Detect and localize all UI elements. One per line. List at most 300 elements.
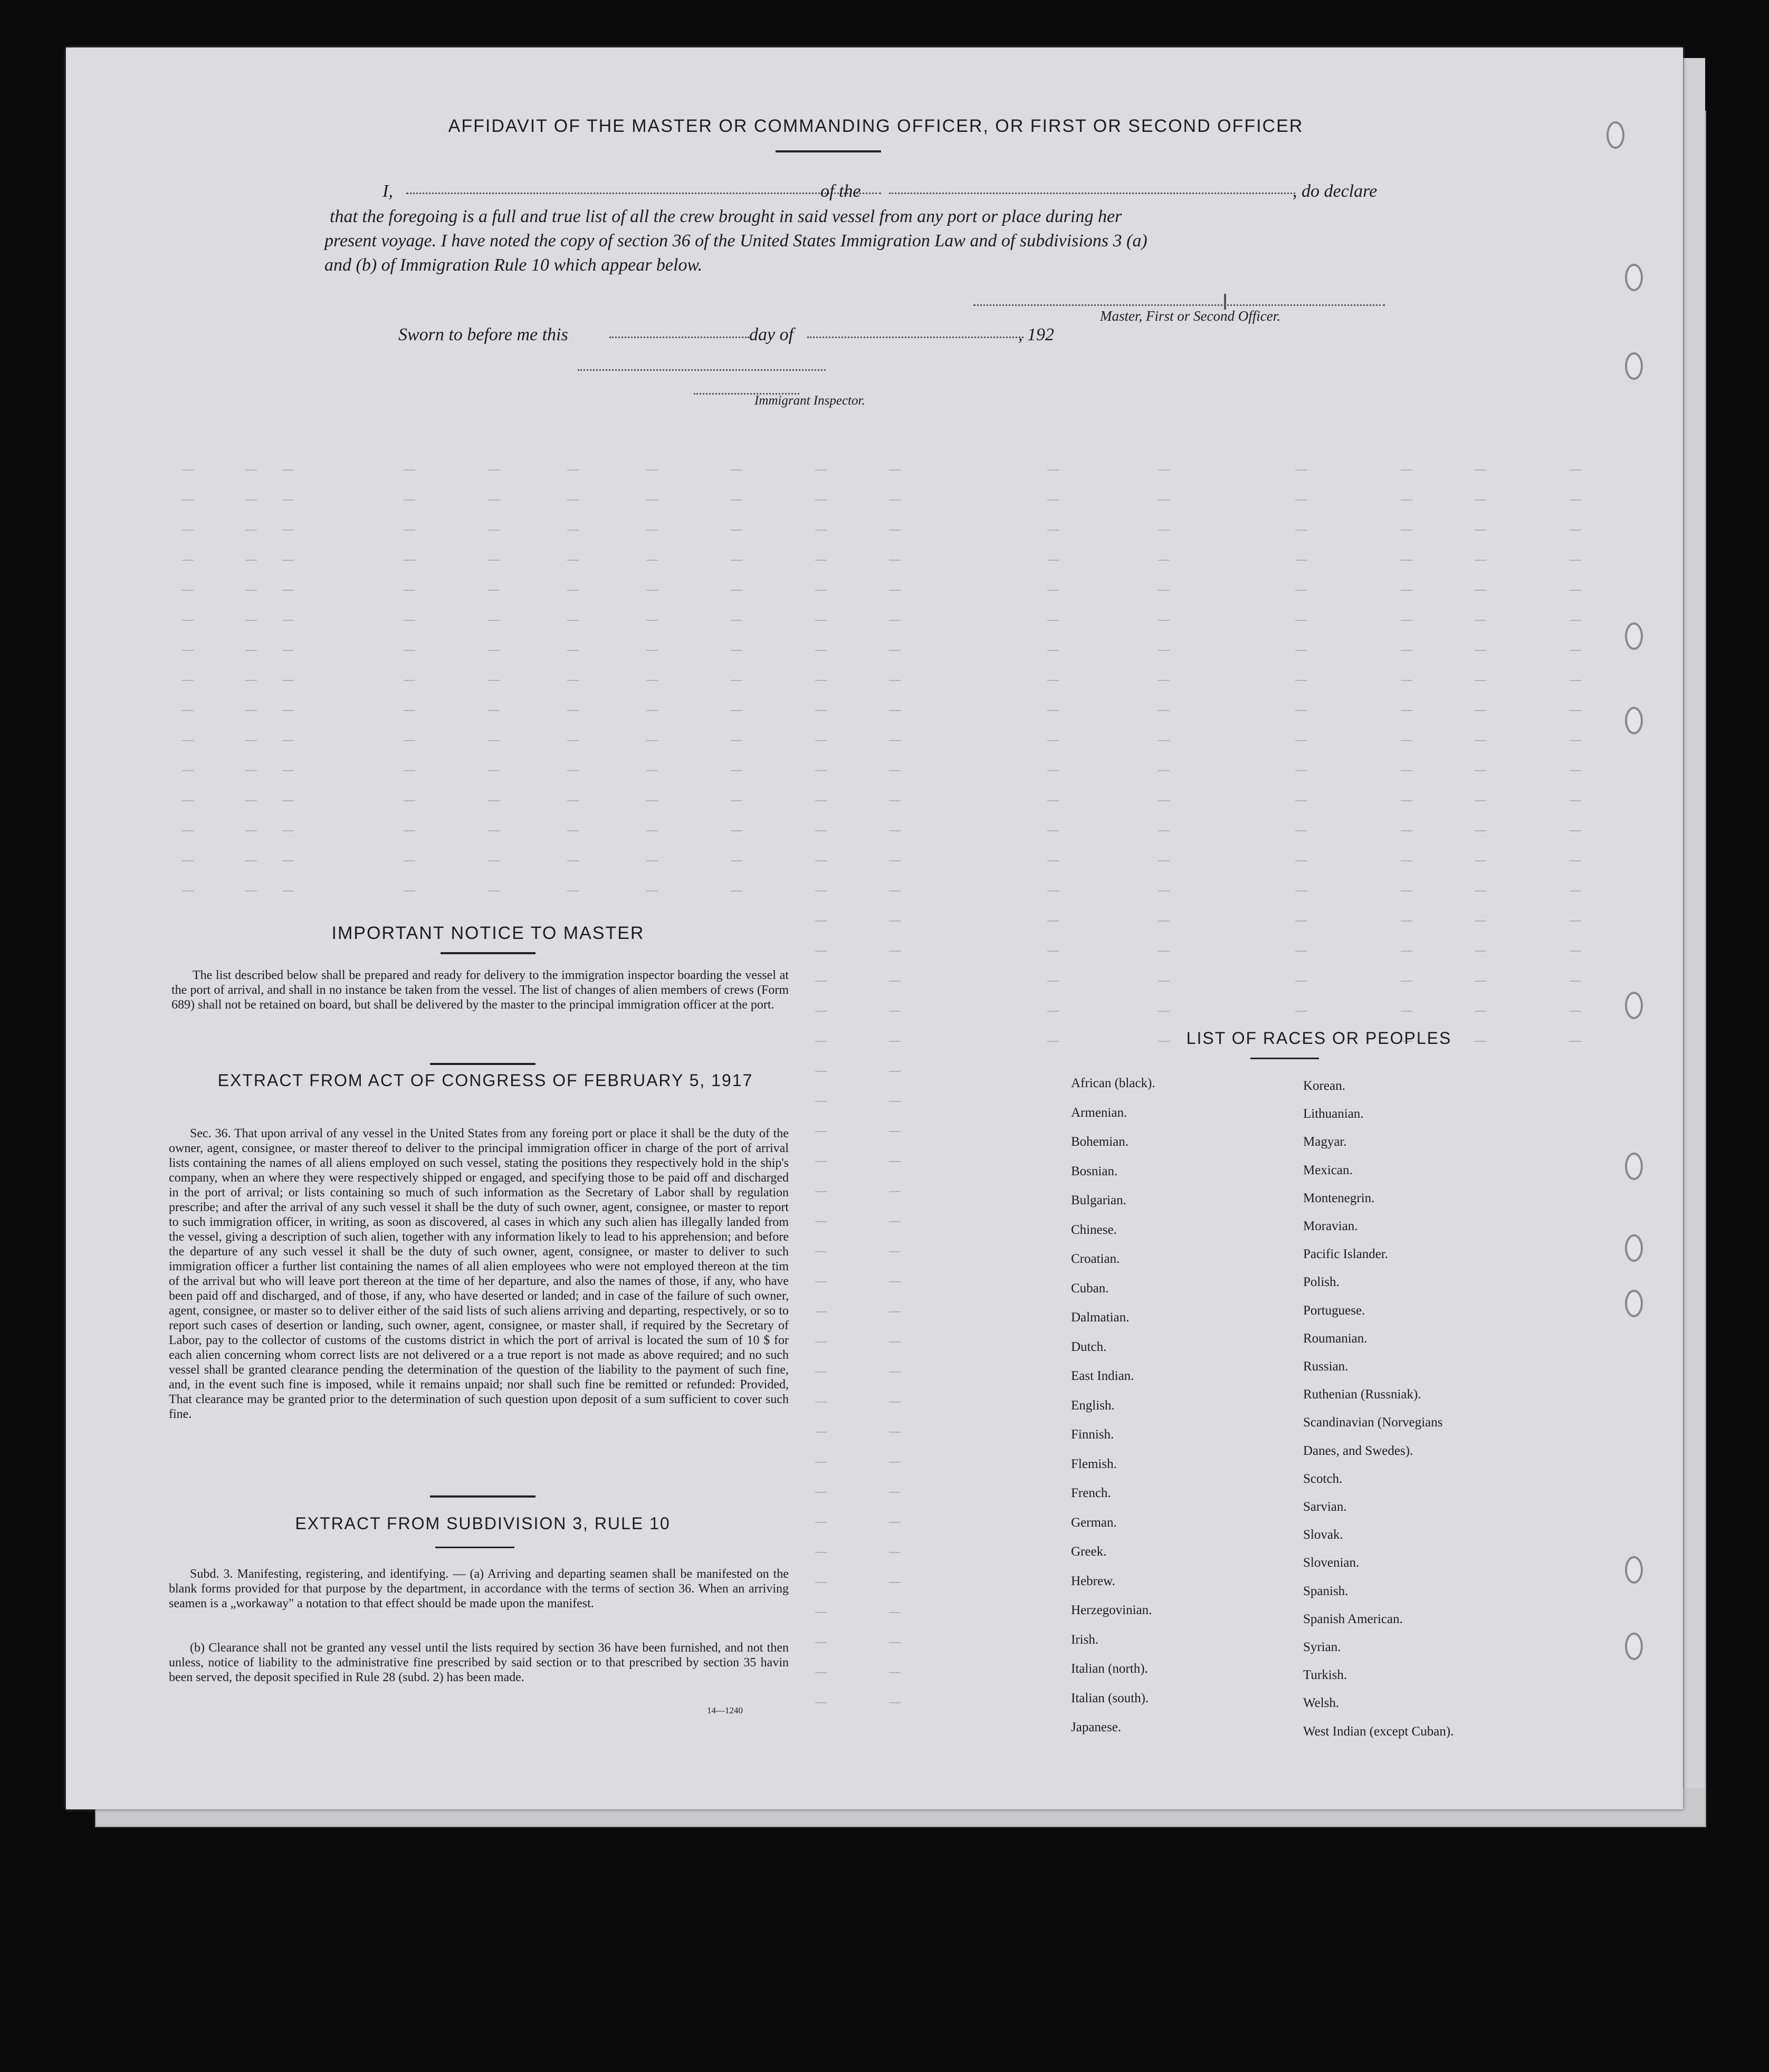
faint-dash [815, 1522, 827, 1523]
faint-dash [182, 650, 194, 651]
faint-dash [404, 469, 415, 471]
faint-dash [815, 1221, 827, 1222]
faint-dash [245, 860, 257, 861]
faint-dash [889, 920, 901, 922]
affidavit-i: I, [383, 181, 393, 201]
faint-dash [1401, 469, 1412, 471]
faint-dash [1401, 800, 1412, 801]
faint-dash [488, 500, 500, 501]
faint-dash [1047, 890, 1059, 891]
faint-dash [815, 830, 827, 831]
faint-dash [815, 1161, 827, 1162]
page-edge [1683, 58, 1705, 1788]
rule-title-underline [435, 1547, 514, 1548]
race-entry: Herzegovinian. [1071, 1603, 1152, 1617]
race-entry: Magyar. [1303, 1135, 1347, 1149]
faint-dash [567, 620, 579, 621]
faint-dash [1570, 920, 1581, 922]
faint-dash [1295, 620, 1307, 621]
faint-dash [1475, 1011, 1486, 1012]
faint-dash [1295, 500, 1307, 501]
faint-dash [889, 710, 901, 711]
faint-dash [182, 800, 194, 801]
faint-dash [282, 469, 294, 471]
faint-dash [1401, 740, 1412, 741]
faint-dash [182, 469, 194, 471]
faint-dash [1158, 951, 1170, 952]
faint-dash [1295, 770, 1307, 771]
faint-dash [889, 620, 901, 621]
faint-dash [731, 740, 742, 741]
faint-dash [1401, 890, 1412, 891]
race-entry: Mexican. [1303, 1163, 1353, 1177]
faint-dash [282, 710, 294, 711]
faint-dash [1570, 770, 1581, 771]
faint-dash [731, 890, 742, 891]
faint-dash [889, 1101, 901, 1102]
faint-dash [889, 890, 901, 891]
faint-dash [889, 1341, 901, 1342]
faint-dash [889, 590, 901, 591]
faint-dash [1401, 710, 1412, 711]
faint-dash [404, 800, 415, 801]
faint-dash [1570, 1041, 1581, 1042]
faint-dash [646, 650, 658, 651]
faint-dash [245, 890, 257, 891]
faint-dash [488, 890, 500, 891]
faint-dash [404, 620, 415, 621]
race-entry: Croatian. [1071, 1252, 1120, 1266]
faint-dash [182, 860, 194, 861]
faint-dash [889, 1131, 901, 1132]
faint-dash [404, 500, 415, 501]
notice-text: The list described below shall be prepared and ready for delivery to the immigration inspector boarding the vessel at the port of arrival, and shall in no instance be taken from the vessel. The list of changes of alien members of crews (Form 689) shall not be retained on board, but shall be delivered by the master to the principal immigration officer at the port. [171, 968, 789, 1012]
affidavit-declare: , do declare [1293, 181, 1378, 201]
race-entry: Turkish. [1303, 1668, 1347, 1683]
race-entry: Sarvian. [1303, 1500, 1347, 1514]
faint-dash [182, 560, 194, 561]
faint-dash [731, 469, 742, 471]
inspector-label: Immigrant Inspector. [754, 394, 865, 408]
faint-dash [889, 1311, 901, 1312]
faint-dash [815, 620, 827, 621]
faint-dash [182, 530, 194, 531]
faint-dash [1047, 1041, 1059, 1042]
faint-dash [1570, 560, 1581, 561]
faint-dash [282, 590, 294, 591]
faint-dash [815, 951, 827, 952]
faint-dash [1570, 650, 1581, 651]
faint-dash [488, 740, 500, 741]
faint-dash [282, 680, 294, 681]
faint-dash [1475, 890, 1486, 891]
faint-dash [889, 1672, 901, 1673]
faint-dash [646, 530, 658, 531]
faint-dash [1158, 800, 1170, 801]
faint-dash [1475, 740, 1486, 741]
faint-dash [889, 1432, 901, 1433]
race-entry: Italian (south). [1071, 1691, 1149, 1705]
faint-dash [889, 1071, 901, 1072]
faint-dash [889, 830, 901, 831]
faint-dash [1401, 650, 1412, 651]
faint-dash [889, 860, 901, 861]
faint-dash [889, 1492, 901, 1493]
vessel-blank[interactable] [889, 193, 1295, 194]
race-entry: Pacific Islander. [1303, 1247, 1389, 1262]
faint-dash [1295, 800, 1307, 801]
faint-dash [404, 860, 415, 861]
faint-dash [889, 740, 901, 741]
faint-dash [1047, 981, 1059, 982]
faint-dash [1401, 860, 1412, 861]
faint-dash [245, 650, 257, 651]
faint-dash [1158, 1011, 1170, 1012]
inspector-signature-blank[interactable] [578, 369, 826, 371]
faint-dash [646, 620, 658, 621]
faint-dash [1401, 951, 1412, 952]
faint-dash [1158, 650, 1170, 651]
faint-dash [245, 710, 257, 711]
faint-dash [1401, 1011, 1412, 1012]
extract-rule-text-b: (b) Clearance shall not be granted any vessel until the lists required by section 36 have been furnished, and not then unless, notice of liability to the administrative fine prescribed by said section or to that prescribed by section 35 havin been served, the deposit specified in Rule 28 (subd. 2) has been made. [169, 1641, 789, 1684]
affidavit-of-the: of the [820, 181, 861, 201]
faint-dash [889, 1281, 901, 1282]
race-entry: Spanish American. [1303, 1611, 1403, 1626]
faint-dash [1158, 469, 1170, 471]
faint-dash [1295, 650, 1307, 651]
faint-dash [815, 981, 827, 982]
extract-act-text: Sec. 36. That upon arrival of any vessel in the United States from any foreing port or place it shall be the duty of the owner, agent, consignee, or master thereof to deliver to the principal immigration officer in charge of the port of arrival lists containing the names of all aliens employed on such vessel, stating the positions they respectively hold in the ship's company, when an where they were respectively shipped or engaged, and specifying those to be paid off and discharged in the port of arrival; or lists containing so much of such information as the Secretary of Labor shall by regulation prescribe; and after the arrival of any such vessel it shall be the duty of such owner, agent, consignee, or master to report to such immigration officer, in writing, as soon as discovered, al cases in which any such alien has illegally landed from the vessel, giving a description of such alien, together with any information likely to lead to his apprehension; and before the departure of any such vessel it shall be the duty of such owner, agent, consignee, or master to deliver to such immigration officer a further list containing the names of all alien employees who were not employed thereon at the tim of the arrival but who will leave port thereon at the time of her departure, and also the names of those, if any, who have been paid off and discharged, and of those, if any, who have deserted or landed; and in case of the failure of such owner, agent, consignee, or master so to deliver either of the said lists of such aliens arriving and departing, respectively, or so to report such cases of desertion or landing, such owner, agent, consignee, or master shall, if required by the Secretary of Labor, pay to the collector of customs of the customs district in which the port of arrival is located the sum of 10 $ for each alien concerning whom correct lists are not delivered or a a true report is not made as above required; and no such vessel shall be granted clearance pending the determination of the question of the liability to the payment of such fine, and, in the event such fine is imposed, while it remains unpaid; nor shall such fine be remitted or refunded: Provided, That clearance may be granted prior to the determination of such question upon deposit of a sum sufficient to cover such fine. [169, 1127, 789, 1421]
faint-dash [731, 860, 742, 861]
race-entry: Bulgarian. [1071, 1193, 1126, 1207]
faint-dash [1475, 920, 1486, 922]
faint-dash [245, 469, 257, 471]
faint-dash [182, 680, 194, 681]
year-text: , 192 [1018, 325, 1054, 344]
faint-dash [815, 1011, 827, 1012]
race-entry: Finnish. [1071, 1427, 1114, 1442]
race-entry: Scotch. [1303, 1471, 1343, 1486]
faint-dash [567, 680, 579, 681]
faint-dash [1475, 770, 1486, 771]
race-entry: Flemish. [1071, 1456, 1117, 1471]
faint-dash [1047, 590, 1059, 591]
faint-dash [245, 530, 257, 531]
faint-dash [1570, 680, 1581, 681]
faint-dash [889, 1582, 901, 1583]
faint-dash [815, 1612, 827, 1613]
faint-dash [488, 710, 500, 711]
faint-dash [567, 890, 579, 891]
faint-dash [815, 1251, 827, 1252]
punch-hole [1625, 352, 1643, 380]
faint-dash [567, 590, 579, 591]
faint-dash [1570, 1011, 1581, 1012]
faint-dash [245, 500, 257, 501]
faint-dash [731, 590, 742, 591]
faint-dash [182, 740, 194, 741]
faint-dash [889, 800, 901, 801]
faint-dash [1401, 770, 1412, 771]
name-blank[interactable] [406, 193, 881, 194]
faint-dash [567, 560, 579, 561]
race-entry: Syrian. [1303, 1640, 1341, 1654]
faint-dash [646, 890, 658, 891]
race-entry: East Indian. [1071, 1369, 1134, 1383]
faint-dash [1047, 860, 1059, 861]
race-entry: Danes, and Swedes). [1303, 1443, 1413, 1458]
punch-hole [1625, 1633, 1643, 1660]
faint-dash [889, 500, 901, 501]
faint-dash [1047, 710, 1059, 711]
faint-dash [815, 1402, 827, 1403]
faint-dash [731, 560, 742, 561]
master-signature-label: Master, First or Second Officer. [1100, 308, 1280, 324]
punch-hole [1625, 1556, 1643, 1584]
race-entry: Hebrew. [1071, 1574, 1115, 1588]
race-entry: Montenegrin. [1303, 1191, 1375, 1205]
faint-dash [245, 740, 257, 741]
faint-dash [567, 500, 579, 501]
punch-hole [1625, 992, 1643, 1019]
faint-dash [1475, 981, 1486, 982]
race-entry: Slovak. [1303, 1528, 1343, 1542]
faint-dash [1158, 770, 1170, 771]
faint-dash [1047, 1011, 1059, 1012]
faint-dash [646, 469, 658, 471]
faint-dash [1295, 710, 1307, 711]
faint-dash [282, 770, 294, 771]
sworn-day-blank[interactable] [609, 337, 749, 338]
faint-dash [646, 770, 658, 771]
faint-dash [815, 650, 827, 651]
faint-dash [815, 1101, 827, 1102]
faint-dash [567, 469, 579, 471]
faint-dash [488, 650, 500, 651]
faint-dash [567, 770, 579, 771]
faint-dash [646, 830, 658, 831]
faint-dash [282, 890, 294, 891]
faint-dash [646, 500, 658, 501]
faint-dash [404, 710, 415, 711]
faint-dash [488, 770, 500, 771]
faint-dash [567, 650, 579, 651]
faint-dash [567, 530, 579, 531]
faint-dash [1570, 860, 1581, 861]
faint-dash [815, 1582, 827, 1583]
faint-dash [404, 830, 415, 831]
faint-dash [815, 469, 827, 471]
faint-dash [282, 500, 294, 501]
faint-dash [815, 560, 827, 561]
act-top-rule [430, 1063, 536, 1065]
faint-dash [731, 620, 742, 621]
faint-dash [731, 500, 742, 501]
faint-dash [1475, 620, 1486, 621]
affidavit-line-3: present voyage. I have noted the copy of section 36 of the United States Immigration Law and of subdivisions 3 (a) [324, 231, 1148, 251]
race-entry: Greek. [1071, 1545, 1107, 1559]
affidavit-line-4: and (b) of Immigration Rule 10 which appear below. [324, 255, 703, 275]
punch-hole [1625, 707, 1643, 734]
faint-dash [889, 680, 901, 681]
faint-dash [646, 680, 658, 681]
race-entry: Bohemian. [1071, 1135, 1129, 1149]
faint-dash [815, 530, 827, 531]
faint-dash [1401, 830, 1412, 831]
faint-dash [1295, 590, 1307, 591]
faint-dash [889, 1642, 901, 1643]
faint-dash [1158, 620, 1170, 621]
faint-dash [815, 1702, 827, 1703]
faint-dash [1475, 500, 1486, 501]
faint-dash [889, 1251, 901, 1252]
faint-dash [282, 860, 294, 861]
faint-dash [1047, 530, 1059, 531]
faint-dash [245, 770, 257, 771]
race-entry: Irish. [1071, 1632, 1099, 1647]
faint-dash [1570, 951, 1581, 952]
faint-dash [889, 1371, 901, 1373]
faint-dash [404, 590, 415, 591]
faint-dash [815, 1432, 827, 1433]
race-entry: Spanish. [1303, 1584, 1349, 1598]
faint-dash [815, 860, 827, 861]
faint-dash [1295, 1011, 1307, 1012]
faint-dash [282, 650, 294, 651]
faint-dash [488, 469, 500, 471]
faint-dash [567, 710, 579, 711]
extract-act-title: EXTRACT FROM ACT OF CONGRESS OF FEBRUARY 5, 1917 [217, 1071, 753, 1090]
faint-dash [567, 800, 579, 801]
race-entry: English. [1071, 1398, 1115, 1413]
faint-dash [1158, 890, 1170, 891]
faint-dash [1401, 530, 1412, 531]
faint-dash [1295, 860, 1307, 861]
faint-dash [1570, 469, 1581, 471]
faint-dash [889, 650, 901, 651]
faint-dash [488, 680, 500, 681]
faint-dash [815, 710, 827, 711]
faint-dash [404, 650, 415, 651]
faint-dash [1295, 680, 1307, 681]
faint-dash [182, 620, 194, 621]
faint-dash [182, 590, 194, 591]
master-signature-blank[interactable] [973, 304, 1385, 306]
faint-dash [1570, 981, 1581, 982]
punch-hole [1625, 264, 1643, 291]
faint-dash [889, 770, 901, 771]
faint-dash [245, 800, 257, 801]
faint-dash [815, 1131, 827, 1132]
faint-dash [889, 530, 901, 531]
race-entry: Russian. [1303, 1359, 1349, 1374]
faint-dash [1401, 560, 1412, 561]
race-entry: Armenian. [1071, 1105, 1127, 1120]
signature-tick [1224, 294, 1226, 310]
extract-rule-title: EXTRACT FROM SUBDIVISION 3, RULE 10 [295, 1514, 671, 1533]
faint-dash [1570, 830, 1581, 831]
notice-title: IMPORTANT NOTICE TO MASTER [331, 923, 645, 943]
faint-dash [245, 620, 257, 621]
faint-dash [1570, 890, 1581, 891]
sworn-text: Sworn to before me this [398, 325, 568, 344]
faint-dash [1047, 800, 1059, 801]
faint-dash [488, 620, 500, 621]
faint-dash [1047, 500, 1059, 501]
faint-dash [889, 1402, 901, 1403]
faint-dash [889, 1221, 901, 1222]
faint-dash [815, 1191, 827, 1192]
faint-dash [245, 560, 257, 561]
faint-dash [1158, 920, 1170, 922]
faint-dash [815, 1462, 827, 1463]
faint-dash [815, 680, 827, 681]
race-entry: Lithuanian. [1303, 1107, 1364, 1121]
faint-dash [1475, 951, 1486, 952]
faint-dash [1158, 680, 1170, 681]
faint-dash [182, 500, 194, 501]
race-entry: Dalmatian. [1071, 1310, 1130, 1325]
faint-dash [567, 740, 579, 741]
faint-dash [1570, 620, 1581, 621]
punch-hole [1625, 1234, 1643, 1262]
faint-dash [889, 1702, 901, 1703]
faint-dash [245, 590, 257, 591]
race-entry: Korean. [1303, 1079, 1345, 1093]
faint-dash [1047, 920, 1059, 922]
faint-dash [889, 1522, 901, 1523]
race-entry: Portuguese. [1303, 1303, 1365, 1318]
faint-dash [567, 830, 579, 831]
faint-dash [1570, 590, 1581, 591]
faint-dash [1401, 920, 1412, 922]
affidavit-title: AFFIDAVIT OF THE MASTER OR COMMANDING OFFICER, OR FIRST OR SECOND OFFICER [448, 116, 1304, 136]
race-entry: French. [1071, 1486, 1111, 1500]
faint-dash [182, 830, 194, 831]
faint-dash [1158, 590, 1170, 591]
faint-dash [404, 530, 415, 531]
faint-dash [1401, 500, 1412, 501]
faint-dash [282, 530, 294, 531]
faint-dash [1158, 740, 1170, 741]
faint-dash [1295, 560, 1307, 561]
race-entry: Roumanian. [1303, 1331, 1368, 1346]
day-of-text: day of [749, 325, 794, 344]
faint-dash [815, 500, 827, 501]
faint-dash [1295, 981, 1307, 982]
faint-dash [889, 1462, 901, 1463]
faint-dash [815, 1492, 827, 1493]
faint-dash [1047, 740, 1059, 741]
faint-dash [815, 770, 827, 771]
faint-dash [404, 680, 415, 681]
race-entry: Ruthenian (Russniak). [1303, 1387, 1421, 1402]
faint-dash [1047, 680, 1059, 681]
faint-dash [731, 830, 742, 831]
faint-dash [488, 590, 500, 591]
faint-dash [245, 830, 257, 831]
sworn-month-blank[interactable] [807, 337, 1024, 338]
faint-dash [815, 1371, 827, 1373]
race-entry: African (black). [1071, 1076, 1155, 1090]
race-entry: Moravian. [1303, 1219, 1358, 1233]
faint-dash [889, 1011, 901, 1012]
faint-dash [815, 740, 827, 741]
faint-dash [815, 800, 827, 801]
race-entry: German. [1071, 1515, 1117, 1530]
faint-dash [1047, 560, 1059, 561]
